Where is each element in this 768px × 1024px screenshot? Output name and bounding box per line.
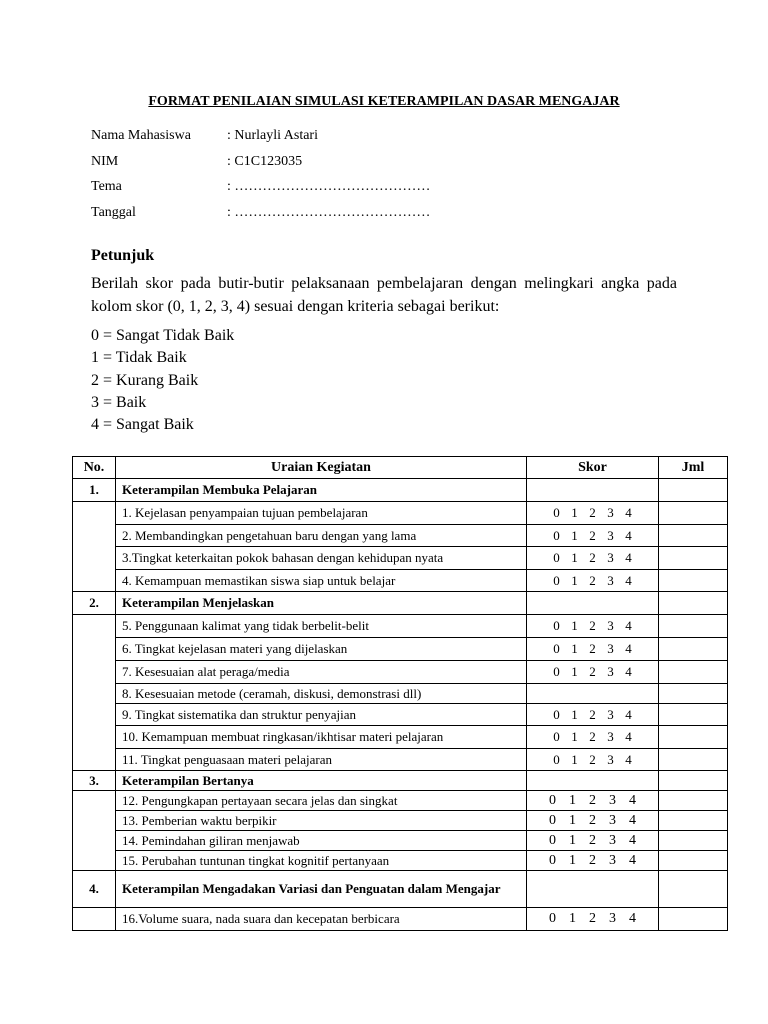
skor-option-0[interactable]: 0 <box>553 641 560 656</box>
info-row-nama <box>91 128 318 144</box>
skor-option-4[interactable]: 4 <box>629 911 636 926</box>
jml-cell[interactable] <box>659 661 728 684</box>
item-description: 1. Kejelasan penyampaian tujuan pembelajaran <box>116 502 527 525</box>
table-row <box>73 638 728 661</box>
skor-option-1[interactable]: 1 <box>571 706 578 722</box>
criteria-item: 2 = Kurang Baik <box>91 372 199 389</box>
jml-cell[interactable] <box>659 791 728 811</box>
table-row <box>73 661 728 684</box>
section-row <box>73 871 728 908</box>
section-skor-cell <box>527 479 659 502</box>
skor-options <box>527 851 659 871</box>
item-description: 2. Membandingkan pengetahuan baru dengan yang lama <box>116 525 527 547</box>
jml-cell[interactable] <box>659 851 728 871</box>
jml-cell[interactable] <box>659 570 728 592</box>
skor-option-2[interactable]: 2 <box>589 550 596 565</box>
skor-options <box>527 684 659 704</box>
section-skor-cell <box>527 871 659 908</box>
criteria-item: 0 = Sangat Tidak Baik <box>91 327 235 344</box>
skor-option-2[interactable]: 2 <box>589 911 596 926</box>
skor-option-1[interactable]: 1 <box>569 792 576 808</box>
skor-option-1[interactable]: 1 <box>571 664 578 679</box>
skor-option-3[interactable]: 3 <box>607 572 614 588</box>
skor-option-1[interactable]: 1 <box>571 751 578 767</box>
section-jml-cell <box>659 871 728 908</box>
skor-option-0[interactable]: 0 <box>549 812 556 828</box>
skor-options <box>527 726 659 749</box>
jml-cell[interactable] <box>659 726 728 749</box>
skor-option-2[interactable]: 2 <box>589 527 596 543</box>
skor-option-2[interactable]: 2 <box>589 664 596 679</box>
item-description: 14. Pemindahan giliran menjawab <box>116 831 527 851</box>
skor-option-2[interactable]: 2 <box>589 832 596 848</box>
jml-cell[interactable] <box>659 615 728 638</box>
skor-option-3[interactable]: 3 <box>609 852 616 868</box>
empty-no-cell <box>73 615 116 771</box>
info-value: : …………………………………… <box>227 179 431 194</box>
info-label: NIM <box>91 154 119 169</box>
table-row <box>73 547 728 570</box>
skor-option-4[interactable]: 4 <box>625 505 632 520</box>
jml-cell[interactable] <box>659 502 728 525</box>
table-row <box>73 570 728 592</box>
skor-option-4[interactable]: 4 <box>625 729 632 744</box>
section-number: 4. <box>73 871 116 908</box>
info-label: Nama Mahasiswa <box>91 128 191 143</box>
item-description: 4. Kemampuan memastikan siswa siap untuk belajar <box>116 570 527 592</box>
skor-options <box>527 811 659 831</box>
skor-options <box>527 908 659 931</box>
skor-option-3[interactable]: 3 <box>607 527 614 543</box>
skor-option-4[interactable]: 4 <box>625 664 632 679</box>
item-description: 6. Tingkat kejelasan materi yang dijelaskan <box>116 638 527 661</box>
skor-options <box>527 525 659 547</box>
item-description: 8. Kesesuaian metode (ceramah, diskusi, demonstrasi dll) <box>116 684 527 704</box>
skor-option-0[interactable]: 0 <box>553 729 560 744</box>
empty-no-cell <box>73 908 116 931</box>
skor-option-3[interactable]: 3 <box>609 832 616 848</box>
jml-cell[interactable] <box>659 547 728 570</box>
section-number: 3. <box>73 771 116 791</box>
skor-option-1[interactable]: 1 <box>571 641 578 656</box>
skor-option-0[interactable]: 0 <box>553 505 560 520</box>
jml-cell[interactable] <box>659 749 728 771</box>
section-jml-cell <box>659 771 728 791</box>
skor-options <box>527 638 659 661</box>
table-row <box>73 525 728 547</box>
section-row <box>73 592 728 615</box>
item-description: 7. Kesesuaian alat peraga/media <box>116 661 527 684</box>
skor-options <box>527 831 659 851</box>
item-description: 5. Penggunaan kalimat yang tidak berbelit-belit <box>116 615 527 638</box>
skor-option-1[interactable]: 1 <box>571 550 578 565</box>
skor-option-1[interactable]: 1 <box>571 572 578 588</box>
skor-option-1[interactable]: 1 <box>571 505 578 520</box>
item-description: 15. Perubahan tuntunan tingkat kognitif pertanyaan <box>116 851 527 871</box>
item-description: 3.Tingkat keterkaitan pokok bahasan dengan kehidupan nyata <box>116 547 527 570</box>
skor-option-1[interactable]: 1 <box>569 852 576 868</box>
skor-option-4[interactable]: 4 <box>625 641 632 656</box>
jml-cell[interactable] <box>659 525 728 547</box>
section-title: Keterampilan Menjelaskan <box>116 592 527 615</box>
skor-option-4[interactable]: 4 <box>625 550 632 565</box>
table-header-row <box>73 457 728 479</box>
jml-cell[interactable] <box>659 908 728 931</box>
skor-option-0[interactable]: 0 <box>549 911 556 926</box>
jml-cell[interactable] <box>659 704 728 726</box>
skor-option-4[interactable]: 4 <box>629 852 636 868</box>
skor-options <box>527 570 659 592</box>
item-description: 13. Pemberian waktu berpikir <box>116 811 527 831</box>
skor-options <box>527 547 659 570</box>
item-description: 16.Volume suara, nada suara dan kecepatan berbicara <box>116 908 527 931</box>
skor-option-0[interactable]: 0 <box>553 664 560 679</box>
skor-option-2[interactable]: 2 <box>589 852 596 868</box>
skor-option-4[interactable]: 4 <box>629 832 636 848</box>
skor-option-2[interactable]: 2 <box>589 572 596 588</box>
skor-options <box>527 704 659 726</box>
criteria-item: 4 = Sangat Baik <box>91 416 194 433</box>
skor-option-2[interactable]: 2 <box>589 641 596 656</box>
table-row <box>73 615 728 638</box>
skor-option-2[interactable]: 2 <box>589 706 596 722</box>
table-row <box>73 684 728 704</box>
table-row <box>73 811 728 831</box>
skor-option-1[interactable]: 1 <box>569 832 576 848</box>
header-skor: Skor <box>527 457 659 479</box>
table-row <box>73 851 728 871</box>
skor-option-3[interactable]: 3 <box>609 792 616 808</box>
skor-option-4[interactable]: 4 <box>625 527 632 543</box>
skor-option-0[interactable]: 0 <box>553 751 560 767</box>
section-number: 1. <box>73 479 116 502</box>
header-no: No. <box>73 457 116 479</box>
table-row <box>73 791 728 811</box>
skor-option-0[interactable]: 0 <box>549 852 556 868</box>
info-row-nim <box>91 154 302 170</box>
skor-option-4[interactable]: 4 <box>625 706 632 722</box>
document-title: FORMAT PENILAIAN SIMULASI KETERAMPILAN DASAR MENGAJAR <box>148 94 620 109</box>
empty-no-cell <box>73 502 116 592</box>
section-jml-cell <box>659 479 728 502</box>
table-row <box>73 831 728 851</box>
info-row-tema <box>91 179 430 195</box>
skor-options <box>527 615 659 638</box>
section-skor-cell <box>527 771 659 791</box>
skor-option-3[interactable]: 3 <box>607 706 614 722</box>
jml-cell[interactable] <box>659 811 728 831</box>
empty-no-cell <box>73 791 116 871</box>
skor-option-0[interactable]: 0 <box>549 792 556 808</box>
skor-option-3[interactable]: 3 <box>607 550 614 565</box>
info-value: : C1C123035 <box>227 154 303 169</box>
petunjuk-heading: Petunjuk <box>91 247 155 264</box>
skor-option-3[interactable]: 3 <box>607 664 614 679</box>
header-uraian: Uraian Kegiatan <box>116 457 527 479</box>
jml-cell[interactable] <box>659 684 728 704</box>
jml-cell[interactable] <box>659 638 728 661</box>
item-description: 9. Tingkat sistematika dan struktur penyajian <box>116 704 527 726</box>
skor-option-3[interactable]: 3 <box>607 618 614 633</box>
info-label: Tanggal <box>91 205 136 220</box>
skor-options <box>527 749 659 771</box>
item-description: 10. Kemampuan membuat ringkasan/ikhtisar materi pelajaran <box>116 726 527 749</box>
skor-option-1[interactable]: 1 <box>569 812 576 828</box>
info-row-tanggal <box>91 205 430 221</box>
skor-option-4[interactable]: 4 <box>629 812 636 828</box>
skor-option-3[interactable]: 3 <box>609 911 616 926</box>
jml-cell[interactable] <box>659 831 728 851</box>
skor-option-3[interactable]: 3 <box>607 751 614 767</box>
skor-option-0[interactable]: 0 <box>553 618 560 633</box>
criteria-item: 3 = Baik <box>91 394 147 411</box>
skor-option-3[interactable]: 3 <box>607 505 614 520</box>
petunjuk-text: Berilah skor pada butir-butir pelaksanaan pembelajaran dengan melingkari angka pada kolom skor (0, 1, 2, 3, 4) sesuai dengan kriteria sebagai berikut: <box>91 275 677 315</box>
skor-option-3[interactable]: 3 <box>609 812 616 828</box>
skor-options <box>527 502 659 525</box>
skor-option-3[interactable]: 3 <box>607 729 614 744</box>
section-title: Keterampilan Mengadakan Variasi dan Penguatan dalam Mengajar <box>116 871 527 908</box>
item-description: 11. Tingkat penguasaan materi pelajaran <box>116 749 527 771</box>
section-row <box>73 771 728 791</box>
skor-option-2[interactable]: 2 <box>589 751 596 767</box>
skor-option-0[interactable]: 0 <box>553 527 560 543</box>
skor-option-0[interactable]: 0 <box>553 572 560 588</box>
skor-option-2[interactable]: 2 <box>589 505 596 520</box>
criteria-item: 1 = Tidak Baik <box>91 349 187 366</box>
section-title: Keterampilan Bertanya <box>116 771 527 791</box>
skor-option-4[interactable]: 4 <box>625 572 632 588</box>
skor-option-2[interactable]: 2 <box>589 812 596 828</box>
skor-option-1[interactable]: 1 <box>571 618 578 633</box>
section-title: Keterampilan Membuka Pelajaran <box>116 479 527 502</box>
skor-option-4[interactable]: 4 <box>629 792 636 808</box>
skor-option-0[interactable]: 0 <box>553 550 560 565</box>
skor-option-1[interactable]: 1 <box>571 527 578 543</box>
table-row <box>73 704 728 726</box>
assessment-table <box>72 456 728 931</box>
skor-option-2[interactable]: 2 <box>589 618 596 633</box>
section-row <box>73 479 728 502</box>
header-jml: Jml <box>659 457 728 479</box>
skor-option-0[interactable]: 0 <box>553 706 560 722</box>
item-description: 12. Pengungkapan pertayaan secara jelas dan singkat <box>116 791 527 811</box>
section-skor-cell <box>527 592 659 615</box>
section-jml-cell <box>659 592 728 615</box>
skor-option-1[interactable]: 1 <box>569 911 576 926</box>
skor-option-0[interactable]: 0 <box>549 832 556 848</box>
table-row <box>73 908 728 931</box>
table-row <box>73 502 728 525</box>
skor-options <box>527 661 659 684</box>
info-value: : …………………………………… <box>227 205 431 220</box>
skor-option-2[interactable]: 2 <box>589 792 596 808</box>
info-label: Tema <box>91 179 122 194</box>
skor-option-4[interactable]: 4 <box>625 618 632 633</box>
section-number: 2. <box>73 592 116 615</box>
skor-option-4[interactable]: 4 <box>625 751 632 767</box>
table-row <box>73 749 728 771</box>
skor-options <box>527 791 659 811</box>
skor-option-2[interactable]: 2 <box>589 729 596 744</box>
info-value: : Nurlayli Astari <box>227 128 318 143</box>
skor-option-3[interactable]: 3 <box>607 641 614 656</box>
skor-option-1[interactable]: 1 <box>571 729 578 744</box>
table-row <box>73 726 728 749</box>
